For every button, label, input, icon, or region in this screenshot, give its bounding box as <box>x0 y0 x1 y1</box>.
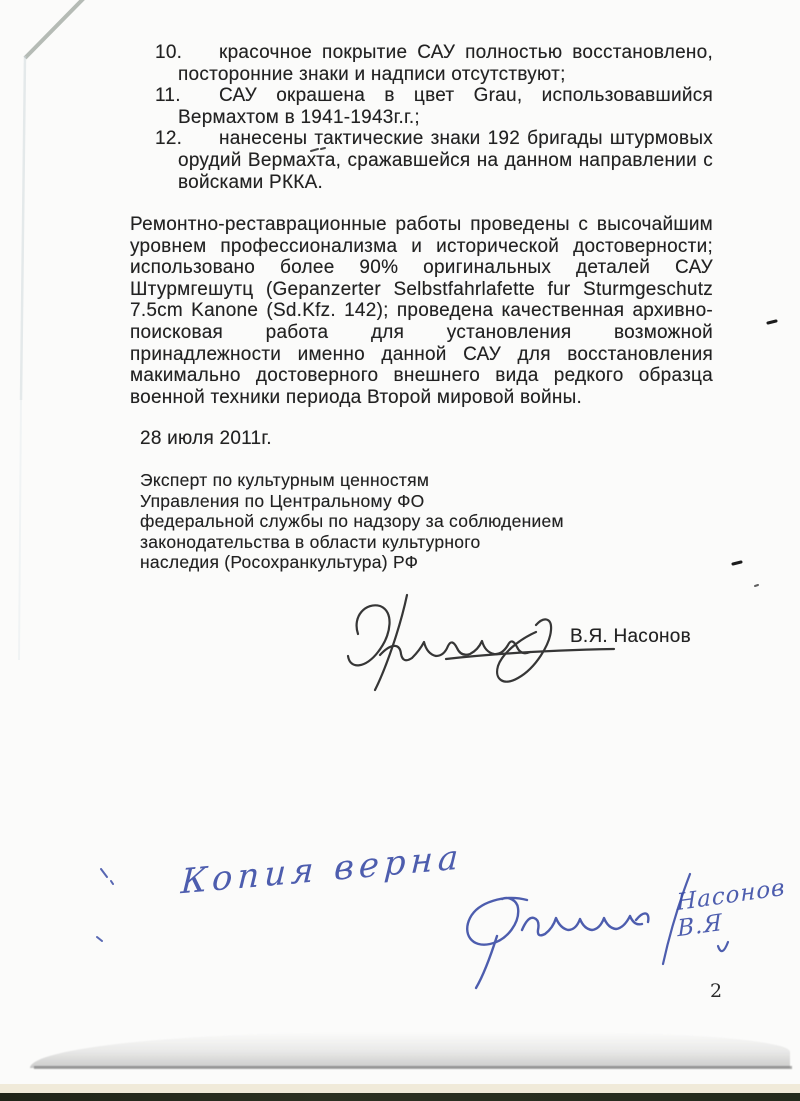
signatory-title <box>140 470 564 573</box>
blue-ink-signature <box>467 898 648 988</box>
main-paragraph <box>130 214 713 408</box>
list-item-line: посторонние знаки и надписи отсутствуют; <box>178 63 566 85</box>
page-number: 2 <box>710 980 723 1002</box>
list-item-first-line: 12. нанесены тактические знаки 192 бригады штурмовых <box>155 128 713 150</box>
signatory-title-line: наследия (Росохранкультура) РФ <box>140 552 419 573</box>
signatory-title-line: Эксперт по культурным ценностям <box>140 470 430 490</box>
paragraph-line: поисковая работа для установления возможной <box>130 321 713 343</box>
list-item-number: 11. <box>155 85 181 107</box>
signatory-title-line: законодательства в области культурного <box>140 531 481 552</box>
paragraph-line: уровнем профессионализма и исторической достоверности; <box>130 235 713 257</box>
signatory-title-line: Управления по Центральному ФО <box>140 490 425 511</box>
paragraph-line: Ремонтно-реставрационные работы проведены с высочайшим <box>130 214 713 235</box>
bottom-dark-edge <box>0 1093 800 1101</box>
list-item-first-line: 10. красочное покрытие САУ полностью восстановлено, <box>155 42 713 63</box>
paragraph-line: военной техники периода Второй мировой войны. <box>130 386 583 408</box>
scan-corner-fold <box>19 0 84 660</box>
paragraph-line: использовано более 90% оригинальных деталей САУ <box>130 257 713 279</box>
list-item-number: 10. <box>155 42 183 63</box>
bottom-scan-smudge-line <box>34 1066 792 1069</box>
paragraph-line: Штурмгешутц (Gepanzerter Selbstfahrlafette fur Sturmgeschutz <box>130 278 713 300</box>
list-item-line: орудий Вермахта, сражавшейся на данном направлении с <box>178 149 713 171</box>
list-item-first-line: 11. САУ окрашена в цвет Grau, использовавшийся <box>155 85 713 107</box>
signatory-title-line: федеральной службы по надзору за соблюдением <box>140 511 564 532</box>
signatory-name: В.Я. Насонов <box>570 626 691 647</box>
list-item-line: Вермахтом в 1941-1943г.г.; <box>178 106 420 128</box>
numbered-list <box>155 42 713 193</box>
bottom-scan-smudge <box>30 1032 790 1068</box>
handwritten-copy-note: Копия верна <box>179 837 465 903</box>
paragraph-line: принадлежности именно данной САУ для восстановления <box>130 343 713 365</box>
paragraph-line: 7.5cm Kanone (Sd.Kfz. 142); проведена качественная архивно- <box>130 300 713 322</box>
document-date: 28 июля 2011г. <box>140 428 272 449</box>
list-item-line: войсками РККА. <box>178 171 324 193</box>
handwritten-name-note: Насонов В.Я <box>676 874 786 943</box>
blue-margin-specks <box>97 869 113 941</box>
list-item-number: 12. <box>155 128 183 150</box>
paragraph-line: макимально достоверного внешнего вида редкого образца <box>130 365 713 387</box>
black-specks <box>733 321 776 586</box>
